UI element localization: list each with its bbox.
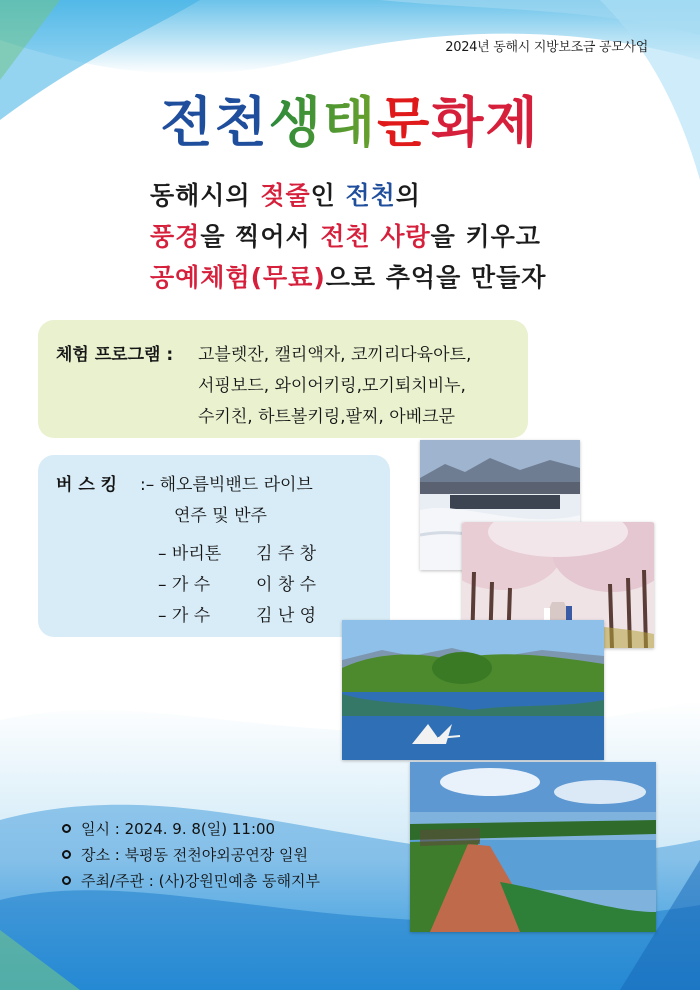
- festival-title: [0, 80, 700, 157]
- program-line-1: 고블렛잔, 캘리액자, 코끼리다육아트,: [198, 345, 472, 365]
- bullet-circle-icon: [62, 824, 71, 833]
- project-label: 2024년 동해시 지방보조금 공모사업: [445, 40, 648, 55]
- program-line-3: 수키친, 하트볼키링,팔찌, 아베크문: [198, 407, 455, 427]
- event-date: 일시 : 2024. 9. 8(일) 11:00: [62, 818, 275, 839]
- title-part2: 문화제: [377, 80, 540, 157]
- slogan-line-3: 공예체험(무료)으로 추억을 만들자: [150, 263, 547, 292]
- performer-role: – 바리톤: [158, 544, 222, 564]
- bullet-circle-icon: [62, 850, 71, 859]
- program-label: 체험 프로그램 :: [56, 345, 174, 365]
- photo-river-heron: [342, 620, 604, 760]
- performer-name: 김 난 영: [256, 606, 317, 626]
- busking-label: 버 스 킹: [56, 475, 118, 495]
- busking-line-2: 연주 및 반주: [174, 506, 267, 526]
- title-part1: 전천생태: [160, 80, 377, 157]
- event-host: 주최/주관 : (사)강원민예총 동해지부: [62, 870, 320, 891]
- slogan-line-2: 풍경을 찍어서 전천 사랑을 키우고: [150, 222, 541, 251]
- performer-role: – 가 수: [158, 606, 211, 626]
- performer-role: – 가 수: [158, 575, 211, 595]
- performer-name: 김 주 창: [256, 544, 317, 564]
- program-line-2: 서핑보드, 와이어키링,모기퇴치비누,: [198, 376, 466, 396]
- slogan-line-1: 동해시의 젖줄인 전천의: [150, 181, 421, 210]
- event-place: 장소 : 북평동 전천야외공연장 일원: [62, 844, 308, 865]
- bullet-circle-icon: [62, 876, 71, 885]
- photo-red-path: [410, 762, 656, 932]
- performer-name: 이 창 수: [256, 575, 317, 595]
- busking-line-1: :– 해오름빅밴드 라이브: [140, 475, 313, 495]
